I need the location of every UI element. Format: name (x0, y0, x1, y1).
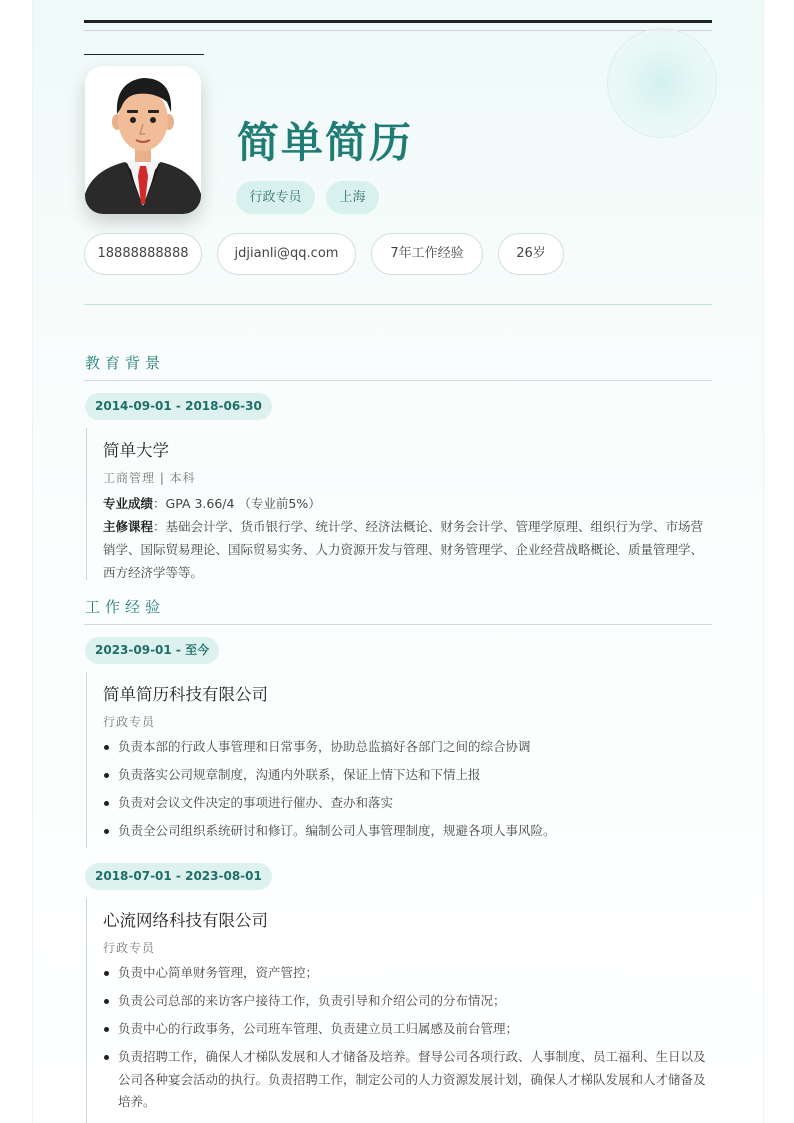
list-item: 负责全公司组织系统研讨和修订。编制公司人事管理制度，规避各项人事风险。 (103, 820, 714, 843)
section-rule-education (84, 380, 712, 381)
job-role: 行政专员 (103, 941, 156, 955)
tag-position: 行政专员 (236, 181, 315, 214)
resume-page (32, 0, 764, 1123)
section-rule-work (84, 624, 712, 625)
school-name: 简单大学 (103, 441, 169, 460)
company-name: 简单简历科技有限公司 (103, 685, 268, 704)
section-title-education: 教育背景 (85, 354, 166, 372)
decorative-circle (607, 28, 717, 138)
contact-phone: 18888888888 (84, 233, 202, 275)
list-item: 负责中心简单财务管理，资产管控； (103, 962, 714, 985)
score-value: ：GPA 3.66/4 （专业前5%） (153, 496, 321, 511)
section-title-work: 工作经验 (85, 598, 166, 616)
tag-city: 上海 (326, 181, 379, 214)
top-rule-thin (84, 30, 712, 31)
courses-value: ：基础会计学、货币银行学、统计学、经济法概论、财务会计学、管理学原理、组织行为学、市场营销学、国际贸易理论、国际贸易实务、人力资源开发与管理、财务管理学、企业经营战略概论、质量管理学、西方经济学等等。 (103, 519, 704, 580)
score-label: 专业成绩 (103, 496, 154, 511)
avatar-portrait-icon (85, 66, 201, 214)
list-item: 负责招聘工作，确保人才梯队发展和人才储备及培养。督导公司各项行政、人事制度、员工福利、生日以及公司各种宴会活动的执行。负责招聘工作，制定公司的人力资源发展计划，确保人才梯队发展和人才储备及培养。 (103, 1046, 714, 1114)
date-badge: 2018-07-01 - 2023-08-01 (85, 863, 272, 890)
courses-line (103, 515, 714, 584)
contact-email: jdjianli@qq.com (217, 233, 356, 275)
top-rule (84, 20, 712, 23)
date-badge: 2023-09-01 - 至今 (85, 637, 219, 664)
list-item: 负责本部的行政人事管理和日常事务，协助总监搞好各部门之间的综合协调 (103, 736, 714, 759)
short-rule (84, 54, 204, 55)
work-entry (86, 898, 714, 1123)
header-divider (84, 304, 712, 305)
score-line (103, 492, 714, 515)
contact-experience: 7年工作经验 (371, 233, 483, 275)
list-item: 负责公司总部的来访客户接待工作，负责引导和介绍公司的分布情况； (103, 990, 714, 1013)
duty-list (103, 962, 714, 1114)
date-badge: 2014-09-01 - 2018-06-30 (85, 393, 272, 420)
resume-name: 简单简历 (237, 118, 414, 167)
contact-age: 26岁 (498, 233, 564, 275)
list-item: 负责对会议文件决定的事项进行催办、查办和落实 (103, 792, 714, 815)
avatar (85, 66, 201, 214)
major-degree: 工商管理 | 本科 (103, 471, 196, 485)
duty-list (103, 736, 714, 843)
company-name: 心流网络科技有限公司 (103, 911, 268, 930)
education-entry (86, 428, 714, 580)
job-role: 行政专员 (103, 715, 156, 729)
list-item: 负责落实公司规章制度，沟通内外联系，保证上情下达和下情上报 (103, 764, 714, 787)
work-entry (86, 672, 714, 848)
list-item: 负责中心的行政事务，公司班车管理、负责建立员工归属感及前台管理； (103, 1018, 714, 1041)
courses-label: 主修课程 (103, 519, 154, 534)
